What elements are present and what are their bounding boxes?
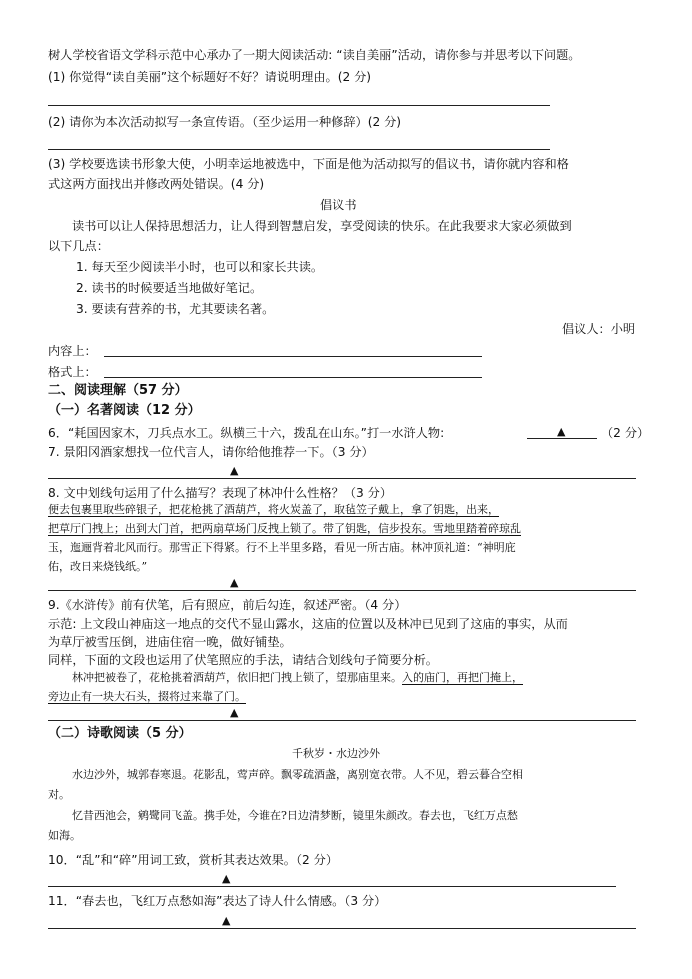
question-9-hint: 示范: 上文段山神庙这一地点的交代不显山露水，这庙的位置以及林冲已见到了这庙的事实，从而: [48, 617, 568, 631]
proposal-title: 倡议书: [320, 198, 357, 212]
underlined-sentence: 入的庙门，再把门掩上，: [402, 671, 523, 684]
proposal-item: 2. 读书的时候要适当地做好笔记。: [76, 281, 263, 295]
question-11: 11．“春去也，飞红万点愁如海”表达了诗人什么情感。（3 分）: [48, 894, 387, 908]
answer-line[interactable]: [48, 886, 616, 887]
poem-line: 对。: [48, 788, 70, 801]
content-label: 内容上：: [48, 344, 97, 358]
poem-line: 如海。: [48, 829, 81, 842]
triangle-marker-icon: ▲: [230, 706, 239, 719]
passage-line: 佑，改日来烧钱纸。”: [48, 560, 148, 573]
question-3: (3) 学校要选读书形象大使，小明幸运地被选中，下面是他为活动拟写的倡议书，请你就内容和格: [48, 157, 569, 171]
format-label: 格式上：: [48, 365, 97, 379]
triangle-marker-icon: ▲: [222, 872, 231, 885]
content-answer-line[interactable]: [104, 356, 482, 357]
question-7: 7. 景阳冈酒家想找一位代言人，请你给他推荐一下。（3 分）: [48, 445, 374, 459]
passage-line: 把草厅门拽上；出到大门首，把两扇草场门反拽上锁了。带了钥匙，信步投东。雪地里踏着碎琼乱: [48, 522, 521, 535]
proposal-item: 1. 每天至少阅读半小时，也可以和家长共读。: [76, 260, 324, 274]
answer-line[interactable]: [48, 590, 636, 591]
passage-line: 玉，迤逦背着北风而行。那雪正下得紧。行不上半里多路，看见一所古庙。林冲顶礼道：“神明庇: [48, 541, 516, 554]
question-9-instruction: 同样，下面的文段也运用了伏笔照应的手法，请结合划线句子简要分析。: [48, 653, 438, 667]
proposal-item: 3. 要读有营养的书，尤其要读名著。: [76, 302, 275, 316]
question-9: 9.《水浒传》前有伏笔，后有照应，前后勾连，叙述严密。（4 分）: [48, 598, 407, 612]
subsection-heading: （二）诗歌阅读（5 分）: [48, 726, 192, 741]
question-1: (1) 你觉得“读自美丽”这个标题好不好？请说明理由。(2 分): [48, 70, 372, 84]
passage-text: 林冲把被卷了，花枪挑着酒葫芦，依旧把门拽上锁了，望那庙里来。: [72, 671, 402, 684]
intro-text: 树人学校省语文学科示范中心承办了一期大阅读活动: “读自美丽”活动，请你参与并思考以下问题。: [48, 48, 581, 62]
triangle-marker-icon: ▲: [230, 464, 239, 477]
underlined-sentence: 旁边止有一块大石头，掇将过来靠了门。: [48, 690, 246, 703]
answer-line[interactable]: [48, 149, 550, 150]
triangle-marker-icon: ▲: [222, 914, 231, 927]
question-10: 10．“乱”和“碎”用词工致，赏析其表达效果。（2 分）: [48, 853, 339, 867]
answer-line[interactable]: [48, 720, 636, 721]
section-heading: 二、阅读理解（57 分）: [48, 383, 188, 398]
question-8: 8. 文中划线句运用了什么描写？表现了林冲什么性格？（3 分）: [48, 486, 393, 500]
poem-line: 水边沙外，城郭春寒退。花影乱，莺声碎。飘零疏酒盏，离别宽衣带。人不见，碧云暮合空相: [72, 768, 523, 781]
question-3-cont: 式这两方面找出并修改两处错误。(4 分): [48, 177, 265, 191]
proposal-signer: 倡议人：小明: [562, 322, 636, 336]
question-6-score: （2 分）: [601, 426, 650, 440]
answer-blank[interactable]: [527, 438, 597, 439]
poem-line: 忆昔西池会，鹓鹭同飞盖。携手处，今谁在?日边清梦断，镜里朱颜改。春去也，飞红万点愁: [72, 809, 518, 822]
passage-line: [72, 670, 523, 686]
question-6: 6．“耗国因家木，刀兵点水工。纵横三十六，拨乱在山东。”打一水浒人物:: [48, 426, 445, 440]
proposal-paragraph-cont: 以下几点：: [48, 239, 109, 253]
question-2: (2) 请你为本次活动拟写一条宣传语。（至少运用一种修辞）(2 分): [48, 115, 402, 129]
answer-line[interactable]: [48, 105, 550, 106]
answer-line[interactable]: [48, 928, 636, 929]
poem-title: 千秋岁・水边沙外: [292, 747, 380, 760]
triangle-marker-icon: ▲: [230, 576, 239, 589]
question-9-hint-cont: 为草厅被雪压倒，进庙住宿一晚，做好铺垫。: [48, 635, 292, 649]
answer-line[interactable]: [48, 478, 636, 479]
format-answer-line[interactable]: [104, 377, 482, 378]
proposal-paragraph: 读书可以让人保持思想活力，让人得到智慧启发，享受阅读的快乐。在此我要求大家必须做到: [72, 219, 572, 233]
triangle-marker-icon: ▲: [557, 425, 566, 438]
passage-line: 便去包裹里取些碎银子，把花枪挑了酒葫芦，将火炭盖了，取毡笠子戴上，拿了钥匙，出来，: [48, 503, 499, 516]
subsection-heading: （一）名著阅读（12 分）: [48, 403, 201, 418]
